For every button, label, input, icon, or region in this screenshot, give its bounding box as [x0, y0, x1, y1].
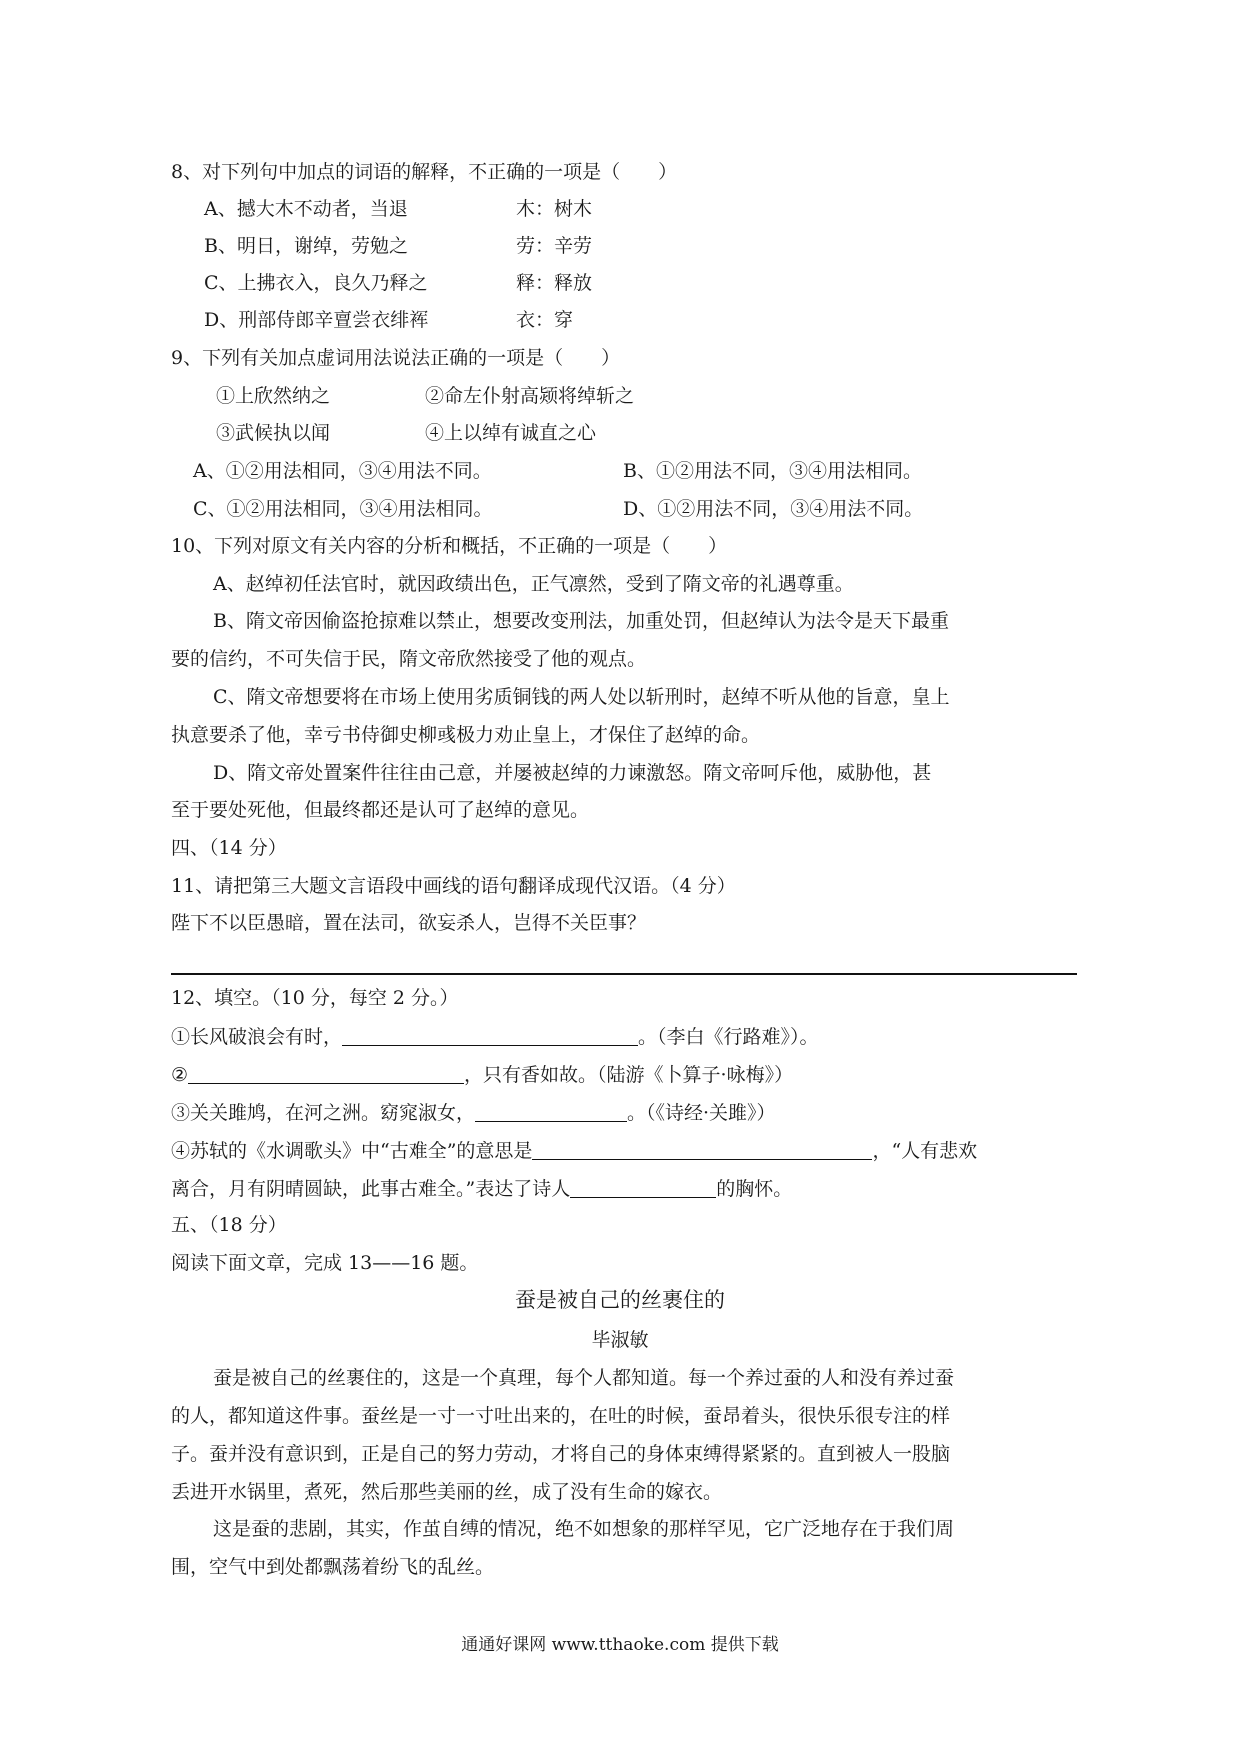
q10-option-b-line2: 要的信约，不可失信于民，隋文帝欣然接受了他的观点。: [171, 648, 647, 670]
q12-line-4-text: ④苏轼的《水调歌头》中“古难全”的意思是: [171, 1140, 533, 1162]
q10-option-c-line1: C、隋文帝想要将在市场上使用劣质铜钱的两人处以斩刑时，赵绰不听从他的旨意，皇上: [213, 686, 950, 708]
q8-option-b-gloss: 劳：辛劳: [516, 235, 593, 257]
article-title: 蚕是被自己的丝裹住的: [515, 1288, 725, 1312]
q9-option-c: C、①②用法相同，③④用法相同。: [193, 498, 493, 520]
q12-line-5: [171, 1179, 792, 1199]
q10-option-b-line1: B、隋文帝因偷盗抢掠难以禁止，想要改变刑法，加重处罚，但赵绰认为法令是天下最重: [213, 610, 949, 632]
q8-option-d: D、刑部侍郎辛亶尝衣绯裈: [204, 309, 429, 331]
q12-line-2-source: ，只有香如故。（陆游《卜算子·咏梅》）: [464, 1064, 794, 1086]
q8-option-d-gloss: 衣：穿: [516, 309, 574, 331]
q9-option-d: D、①②用法不同，③④用法不同。: [623, 498, 924, 520]
q12-line-5-text: 离合，月有阴晴圆缺，此事古难全。”表达了诗人: [171, 1178, 571, 1200]
article-para-1-line-2: 的人，都知道这件事。蚕丝是一寸一寸吐出来的，在吐的时候，蚕昂着头，很快乐很专注的样: [171, 1405, 951, 1427]
q11-answer-line[interactable]: [171, 973, 1077, 975]
q12-line-1: [171, 1027, 819, 1047]
q12-line-3: [171, 1103, 776, 1123]
q9-option-b: B、①②用法不同，③④用法相同。: [623, 460, 922, 482]
q8-option-a: A、撼大木不动者，当退: [204, 198, 408, 220]
q12-line-4-tail: ，“人有悲欢: [872, 1140, 978, 1162]
q12-blank-5[interactable]: [570, 1179, 716, 1198]
page-footer: 通通好课网 www.tthaoke.com 提供下载: [461, 1635, 779, 1655]
q11-stem: 11、请把第三大题文言语段中画线的语句翻译成现代汉语。（4 分）: [171, 875, 736, 897]
q12-line-3-source: 。（《诗经·关雎》）: [627, 1102, 776, 1124]
q10-option-d-line2: 至于要处死他，但最终都还是认可了赵绰的意见。: [171, 799, 590, 821]
q12-stem: 12、填空。（10 分，每空 2 分。）: [171, 987, 459, 1009]
q11-sentence: 陛下不以臣愚暗，置在法司，欲妄杀人，岂得不关臣事？: [171, 912, 647, 934]
q9-item-1: ①上欣然纳之: [216, 385, 331, 407]
q10-stem: 10、下列对原文有关内容的分析和概括，不正确的一项是（ ）: [171, 535, 728, 557]
q8-option-b: B、明日，谢绰，劳勉之: [204, 235, 408, 257]
article-para-2-line-2: 围，空气中到处都飘荡着纷飞的乱丝。: [171, 1556, 495, 1578]
q8-option-c-gloss: 释：释放: [516, 272, 593, 294]
q12-line-2-text: ②: [171, 1064, 189, 1086]
reading-intro: 阅读下面文章，完成 13——16 题。: [171, 1252, 479, 1274]
q12-blank-4[interactable]: [532, 1141, 872, 1160]
q8-stem: 8、对下列句中加点的词语的解释，不正确的一项是（ ）: [171, 161, 678, 183]
article-para-1-line-1: 蚕是被自己的丝裹住的，这是一个真理，每个人都知道。每一个养过蚕的人和没有养过蚕: [213, 1367, 955, 1389]
q12-line-3-text: ③关关雎鸠，在河之洲。窈窕淑女，: [171, 1102, 476, 1124]
section-4-heading: 四、（14 分）: [171, 837, 287, 859]
article-para-2-line-1: 这是蚕的悲剧，其实，作茧自缚的情况，绝不如想象的那样罕见，它广泛地存在于我们周: [213, 1518, 955, 1540]
q10-option-a: A、赵绰初任法官时，就因政绩出色，正气凛然，受到了隋文帝的礼遇尊重。: [213, 573, 854, 595]
q8-option-a-gloss: 木：树木: [516, 198, 593, 220]
q10-option-d-line1: D、隋文帝处置案件往往由己意，并屡被赵绰的力谏激怒。隋文帝呵斥他，威胁他，甚: [213, 762, 932, 784]
q12-line-5-tail: 的胸怀。: [716, 1178, 793, 1200]
q10-option-c-line2: 执意要杀了他，幸亏书侍御史柳彧极力劝止皇上，才保住了赵绰的命。: [171, 724, 761, 746]
q12-blank-1[interactable]: [342, 1027, 638, 1046]
article-para-1-line-3: 子。蚕并没有意识到，正是自己的努力劳动，才将自己的身体束缚得紧紧的。直到被人一股脑: [171, 1443, 951, 1465]
q12-blank-2[interactable]: [188, 1065, 464, 1084]
article-para-1-line-4: 丢进开水锅里，煮死，然后那些美丽的丝，成了没有生命的嫁衣。: [171, 1481, 723, 1503]
q9-item-3: ③武候执以闻: [216, 422, 331, 444]
q9-option-a: A、①②用法相同，③④用法不同。: [193, 460, 492, 482]
q8-option-c: C、上拂衣入，良久乃释之: [204, 272, 428, 294]
q12-line-1-source: 。（李白《行路难》）。: [638, 1026, 819, 1048]
q9-item-2: ②命左仆射高颎将绰斩之: [425, 385, 635, 407]
section-5-heading: 五、（18 分）: [171, 1214, 287, 1236]
q12-blank-3[interactable]: [475, 1103, 627, 1122]
q12-line-1-text: ①长风破浪会有时，: [171, 1026, 343, 1048]
q12-line-4: [171, 1141, 977, 1161]
q9-stem: 9、下列有关加点虚词用法说法正确的一项是（ ）: [171, 347, 621, 369]
q9-item-4: ④上以绰有诚直之心: [425, 422, 597, 444]
q12-line-2: [171, 1065, 793, 1085]
article-author: 毕淑敏: [591, 1329, 649, 1351]
